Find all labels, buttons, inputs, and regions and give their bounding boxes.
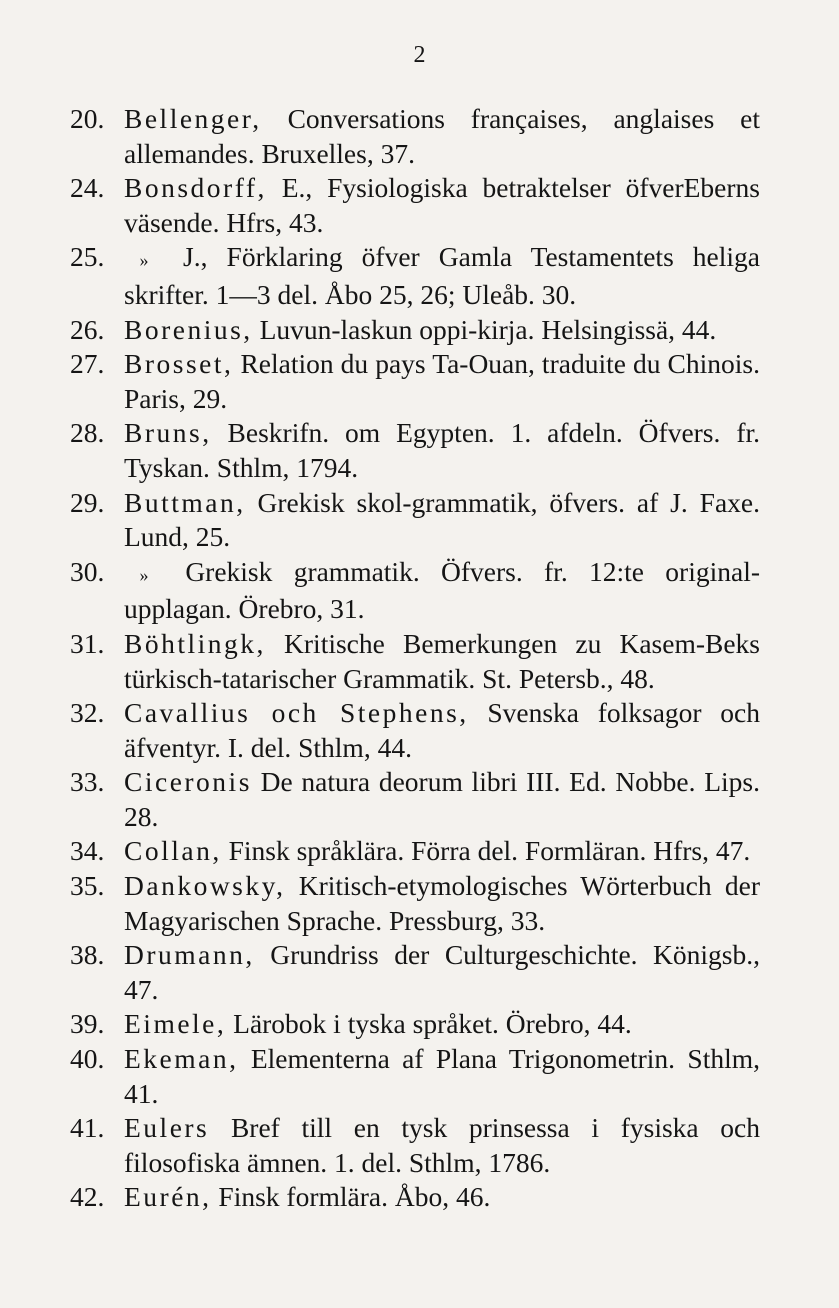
entry-author: Borenius,	[124, 313, 253, 345]
entry-text: E., Fysiologiska betraktelser öfverEberns väsende. Hfrs, 43.	[124, 172, 760, 238]
list-item	[70, 1111, 760, 1180]
entry-number: 26.	[70, 313, 105, 345]
list-item	[70, 1180, 760, 1215]
list-item	[70, 765, 760, 834]
list-item	[70, 240, 760, 312]
entry-text: Grekisk grammatik. Öfvers. fr. 12:te original-upplagan. Örebro, 31.	[124, 555, 760, 625]
entry-number: 42.	[70, 1181, 105, 1213]
entry-number: 31.	[70, 627, 105, 659]
entry-author: Eulers	[124, 1112, 210, 1144]
entry-number: 33.	[70, 766, 105, 798]
entry-author: Bonsdorff,	[124, 172, 267, 204]
entry-number: 34.	[70, 835, 105, 867]
list-item	[70, 313, 760, 348]
entry-number: 35.	[70, 870, 105, 902]
ditto-mark: »	[139, 564, 149, 585]
entry-text: Finsk språklära. Förra del. Formläran. Hfrs, 47.	[228, 835, 751, 867]
entry-author: Collan,	[124, 835, 222, 867]
entry-author: Bellenger,	[124, 103, 262, 134]
entry-text: De natura deorum libri III. Ed. Nobbe. Lips. 28.	[124, 766, 760, 832]
list-item	[70, 696, 760, 765]
entry-text: Kritische Bemerkungen zu Kasem-Beks türkisch-tatarischer Grammatik. St. Petersb., 48.	[124, 627, 760, 694]
entry-number: 24.	[70, 172, 105, 204]
entry-text: Bref till en tysk prinsessa i fysiska och filosofiska ämnen. 1. del. Sthlm, 1786.	[124, 1112, 761, 1178]
entry-author: Buttman,	[124, 486, 246, 518]
ditto-mark: »	[139, 250, 149, 271]
entry-text: Elementerna af Plana Trigonometrin. Sthlm, 41.	[124, 1043, 760, 1109]
list-item	[70, 938, 760, 1007]
entry-text: Svenska folksagor och äfventyr. I. del. Sthlm, 44.	[124, 697, 760, 763]
entry-text: Beskrifn. om Egypten. 1. afdeln. Öfvers. fr. Tyskan. Sthlm, 1794.	[124, 417, 761, 483]
entry-text: Lärobok i tyska språket. Örebro, 44.	[233, 1008, 632, 1040]
entry-number: 27.	[70, 348, 105, 380]
entry-number: 38.	[70, 939, 105, 971]
entry-text: Conversations françaises, anglaises et allemandes. Bruxelles, 37.	[124, 103, 760, 169]
entry-author: Eurén,	[124, 1181, 212, 1213]
list-item	[70, 869, 760, 938]
list-item	[70, 1042, 760, 1111]
entry-author: Drumann,	[124, 939, 255, 971]
list-item	[70, 627, 760, 696]
entry-number: 32.	[70, 697, 105, 729]
entry-author: Ekeman,	[124, 1043, 239, 1075]
entry-text: J., Förklaring öfver Gamla Testamentets heliga skrifter. 1—3 del. Åbo 25, 26; Uleåb. 30.	[124, 241, 761, 310]
entry-number: 28.	[70, 417, 105, 449]
entry-number: 30.	[70, 555, 105, 587]
entry-author: Dankowsky,	[124, 870, 286, 902]
page-number: 2	[413, 42, 426, 68]
entry-number: 39.	[70, 1008, 105, 1040]
entry-text: Relation du pays Ta-Ouan, traduite du Chinois. Paris, 29.	[124, 348, 760, 414]
entry-author: Ciceronis	[124, 766, 252, 798]
entry-number: 41.	[70, 1112, 105, 1144]
entry-text: Luvun-laskun oppi-kirja. Helsingissä, 44.	[259, 313, 717, 345]
entry-text: Grekisk skol-grammatik, öfvers. af J. Faxe. Lund, 25.	[124, 486, 760, 553]
entry-author: Cavallius och Stephens,	[124, 697, 469, 729]
entry-author: Bruns,	[124, 417, 212, 449]
entry-text: Grundriss der Culturgeschichte. Königsb., 47.	[124, 939, 760, 1005]
entry-number: 20.	[70, 103, 105, 134]
list-item	[70, 834, 760, 869]
entry-text: Finsk formlära. Åbo, 46.	[218, 1181, 491, 1213]
entry-text: Kritisch-etymologisches Wörterbuch der Magyarischen Sprache. Pressburg, 33.	[124, 870, 760, 936]
list-item	[70, 416, 760, 485]
entry-number: 29.	[70, 486, 105, 518]
list-item	[70, 555, 760, 627]
entry-number: 25.	[70, 241, 105, 273]
entry-author: Eimele,	[124, 1008, 227, 1040]
list-item	[70, 486, 760, 555]
list-item	[70, 347, 760, 416]
list-item	[70, 1007, 760, 1042]
bibliography-list	[70, 102, 760, 1215]
entry-author: Brosset,	[124, 348, 234, 380]
list-item	[70, 102, 760, 171]
list-item	[70, 171, 760, 240]
entry-author: Böhtlingk,	[124, 627, 266, 659]
entry-number: 40.	[70, 1043, 105, 1075]
